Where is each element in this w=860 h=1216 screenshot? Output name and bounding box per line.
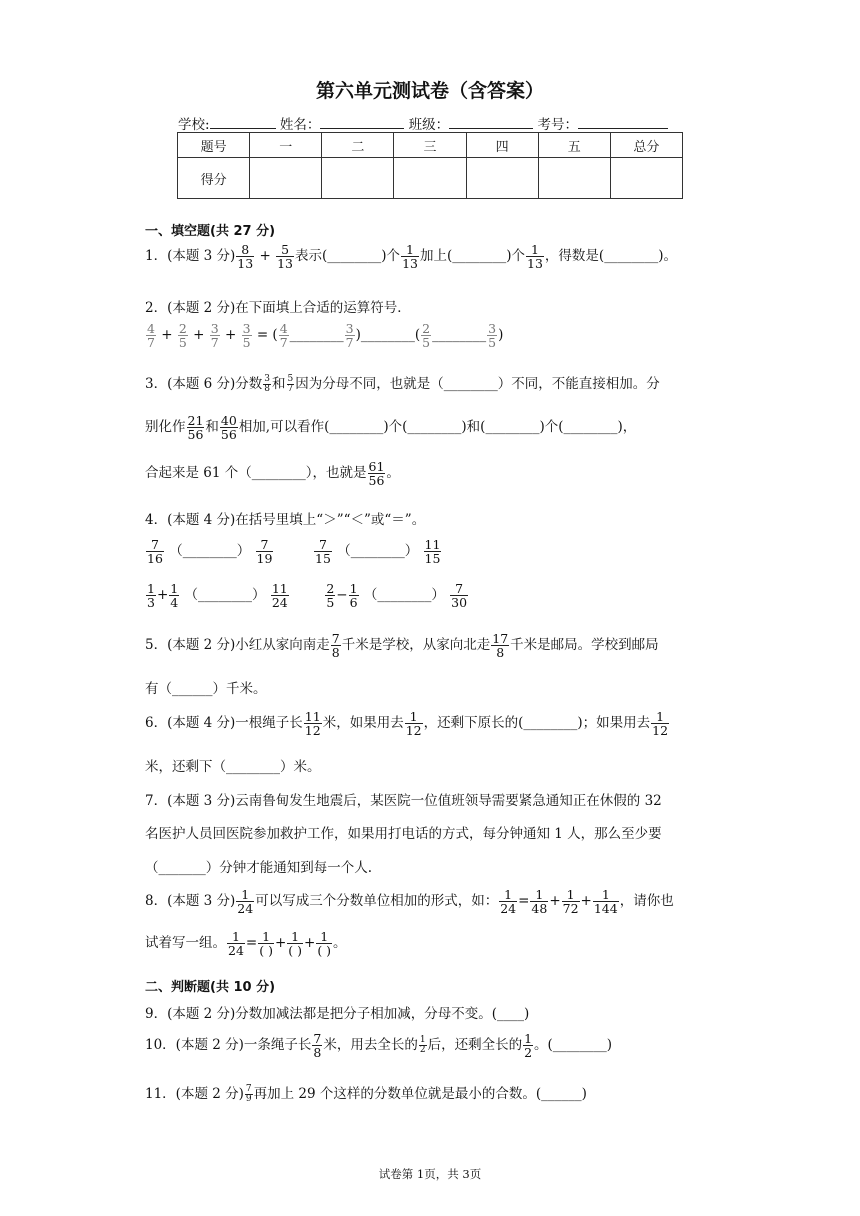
answer-blank[interactable]: （________） <box>337 543 419 560</box>
fraction <box>331 632 341 659</box>
plus-sign: + <box>224 327 237 344</box>
paren: ( <box>414 327 421 344</box>
equals-sign: = ( <box>256 327 278 344</box>
denominator: 6 <box>349 595 358 611</box>
fraction <box>146 538 164 565</box>
q11-text: 11．(本题 2 分) <box>145 1086 244 1102</box>
score-header-cell: 题号 <box>178 133 250 158</box>
name-label: 姓名： <box>279 117 321 133</box>
plus-sign: + <box>161 327 173 344</box>
score-header-cell: 一 <box>250 133 322 158</box>
question-3-line-2 <box>145 414 636 441</box>
denominator: 12 <box>405 723 422 739</box>
fraction <box>523 1032 533 1059</box>
score-cell[interactable] <box>466 158 538 199</box>
exam-no-field[interactable] <box>578 114 668 129</box>
section-fill-heading: 一、填空题(共 27 分) <box>145 224 276 239</box>
score-cell[interactable] <box>538 158 610 199</box>
denominator: 13 <box>237 256 254 272</box>
student-info-line <box>178 113 668 133</box>
name-field[interactable] <box>320 114 404 129</box>
q6-text: ，还剩下原长的(________)；如果用去 <box>423 715 651 732</box>
numerator: 21 <box>187 413 204 428</box>
question-11 <box>145 1082 587 1104</box>
score-cell[interactable] <box>322 158 394 199</box>
answer-blank[interactable]: （________） <box>363 587 445 604</box>
q8-text: 试着写一组。 <box>145 935 226 952</box>
q1-text: ，得数是(________)。 <box>544 248 677 265</box>
q1-prefix: 1．(本题 3 分) <box>145 248 236 265</box>
denominator: 7 <box>279 335 288 351</box>
denominator: 2 <box>524 1045 533 1061</box>
fraction <box>236 888 254 915</box>
answer-blank[interactable]: ________ <box>432 327 487 344</box>
denominator: 144 <box>593 901 618 917</box>
numerator: 8 <box>241 242 250 257</box>
q2-expression <box>145 322 503 349</box>
q8-text: ，请你也 <box>619 893 674 910</box>
plus-sign: + <box>304 935 316 952</box>
denominator: 8 <box>313 1045 322 1061</box>
denominator: 24 <box>237 901 254 917</box>
q3-text: 3．(本题 6 分)分数 <box>145 376 263 392</box>
plus-sign: + <box>193 327 205 344</box>
denominator: 5 <box>178 335 187 351</box>
plus-sign: + <box>274 935 287 952</box>
q10-text: 10．(本题 2 分)一条绳子长 <box>145 1037 312 1054</box>
answer-blank[interactable]: （________） <box>169 543 251 560</box>
denominator: 5 <box>488 335 497 351</box>
numerator: 17 <box>492 631 509 646</box>
numerator: 7 <box>245 1083 252 1094</box>
denominator: 3 <box>147 595 155 611</box>
numerator: 2 <box>326 581 335 596</box>
question-4: 4．(本题 4 分)在括号里填上“＞”“＜”或“＝”。 <box>145 512 426 528</box>
fraction <box>424 538 442 565</box>
fraction <box>526 243 544 270</box>
fraction <box>405 710 423 737</box>
numerator: 3 <box>242 321 251 336</box>
fraction <box>287 375 295 395</box>
numerator: 2 <box>178 321 187 336</box>
denominator: 8 <box>264 384 271 394</box>
exam-no-label: 考号： <box>537 117 578 133</box>
q8-text: 可以写成三个分数单位相加的形式，如： <box>255 893 499 910</box>
numerator: 2 <box>422 321 431 336</box>
denominator: 48 <box>531 901 548 917</box>
numerator: 3 <box>210 321 219 336</box>
numerator: 1 <box>409 709 418 724</box>
denominator: 56 <box>368 473 385 489</box>
score-cell[interactable] <box>250 158 322 199</box>
denominator: 56 <box>220 427 237 443</box>
numerator: 11 <box>424 537 441 552</box>
plus-sign: + <box>580 893 592 910</box>
numerator: 7 <box>455 581 464 596</box>
numerator: 1 <box>147 581 155 596</box>
question-8-line-2 <box>145 930 347 957</box>
q3-text: 因为分母不同，也就是（________）不同，不能直接相加。分 <box>295 376 660 392</box>
denominator: 19 <box>256 551 273 567</box>
fraction <box>368 460 386 487</box>
score-table <box>177 132 683 199</box>
numerator: 1 <box>231 929 240 944</box>
denominator: 4 <box>170 595 179 611</box>
q4-row-1 <box>145 538 442 565</box>
numerator: 1 <box>419 1034 426 1045</box>
question-7-line-1: 7．(本题 3 分)云南鲁甸发生地震后，某医院一位值班领导需要紧急通知正在休假的 32 <box>145 793 662 809</box>
q6-text: 6．(本题 4 分)一根绳子长 <box>145 715 303 732</box>
q3-text: 。 <box>386 465 400 482</box>
denominator: 5 <box>326 595 335 611</box>
numerator: 1 <box>291 929 300 944</box>
fraction <box>491 632 509 659</box>
denominator: 13 <box>277 256 294 272</box>
school-label: 学校: <box>178 117 210 133</box>
answer-blank[interactable]: ________ <box>360 327 415 344</box>
numerator: 1 <box>320 929 329 944</box>
score-header-cell: 三 <box>394 133 466 158</box>
q3-text: 和 <box>272 376 286 392</box>
fraction <box>279 322 289 349</box>
question-3-line-1 <box>145 372 660 394</box>
q8-text: 。 <box>333 935 347 952</box>
fraction <box>146 582 156 609</box>
page-title: 第六单元测试卷（含答案） <box>315 80 544 102</box>
numerator: 1 <box>241 887 250 902</box>
denominator: 8 <box>491 645 509 659</box>
fraction-blank[interactable] <box>316 930 332 957</box>
fraction <box>187 414 205 441</box>
answer-blank[interactable]: （________） <box>184 587 266 604</box>
question-2: 2．(本题 2 分)在下面填上合适的运算符号． <box>145 300 411 316</box>
numerator: 1 <box>349 581 358 596</box>
section-judge-heading: 二、判断题(共 10 分) <box>145 980 276 995</box>
score-table-header <box>178 133 683 158</box>
numerator: 1 <box>530 242 539 257</box>
question-7-line-2: 名医护人员回医院参加救护工作，如果用打电话的方式，每分钟通知 1 人，那么至少要 <box>145 826 662 842</box>
fraction <box>256 538 274 565</box>
denominator: 24 <box>500 901 517 917</box>
denominator: 7 <box>345 335 354 351</box>
fraction <box>245 1085 253 1105</box>
q10-text: 米，用去全长的 <box>323 1037 418 1054</box>
denominator: 13 <box>527 256 543 272</box>
numerator: 1 <box>535 887 544 902</box>
numerator: 5 <box>281 242 290 257</box>
denominator: ( ) <box>259 943 273 959</box>
fraction <box>345 322 355 349</box>
score-table-row <box>178 158 683 199</box>
fraction <box>210 322 220 349</box>
numerator: 1 <box>170 581 179 596</box>
numerator: 11 <box>304 709 321 724</box>
fraction-blank[interactable] <box>287 930 303 957</box>
q10-text: 。(________) <box>534 1037 613 1054</box>
fraction <box>304 710 322 737</box>
denominator: 56 <box>187 427 204 443</box>
numerator: 1 <box>262 929 271 944</box>
score-row-label: 得分 <box>178 158 250 199</box>
class-label: 班级： <box>408 117 450 133</box>
equals-sign: = <box>245 935 258 952</box>
fraction <box>146 322 156 349</box>
question-5-line-2: 有（______）千米。 <box>145 681 267 697</box>
fraction <box>227 930 245 957</box>
question-8-line-1 <box>145 888 674 915</box>
plus-sign: + <box>156 587 169 604</box>
q1-text: 表示(________)个 <box>295 248 401 265</box>
fraction <box>419 1036 427 1056</box>
fraction <box>220 414 238 441</box>
question-6-line-2: 米，还剩下（________）米。 <box>145 759 321 775</box>
numerator: 7 <box>331 631 340 646</box>
denominator: 12 <box>304 723 321 739</box>
fraction <box>314 538 332 565</box>
school-field[interactable] <box>210 114 276 129</box>
fraction <box>562 888 580 915</box>
denominator: 30 <box>451 595 468 611</box>
question-6-line-1 <box>145 710 670 737</box>
class-field[interactable] <box>449 114 533 129</box>
score-header-cell: 二 <box>322 133 394 158</box>
denominator: 7 <box>147 335 155 351</box>
fraction <box>325 582 335 609</box>
denominator: 16 <box>147 551 163 567</box>
numerator: 7 <box>150 537 159 552</box>
equals-sign: = <box>518 893 530 910</box>
fraction <box>242 322 252 349</box>
denominator: ( ) <box>317 943 332 959</box>
numerator: 7 <box>313 1031 322 1046</box>
q11-text: 再加上 29 个这样的分数单位就是最小的合数。(______) <box>253 1086 587 1102</box>
minus-sign: − <box>336 587 348 604</box>
q5-text: 5．(本题 2 分)小红从家向南走 <box>145 637 330 654</box>
q4-row-2 <box>145 582 469 609</box>
question-1: 1．(本题 3 分) $\frac{8}{13}$ + $\frac{5}{13}$ 表示(________)个 $\frac{1}{13}$ 加上(________)个 $\frac{1}{13}$ ，得数是(________)。 <box>145 242 677 272</box>
fraction <box>236 243 254 270</box>
q8-text: 8．(本题 3 分) <box>145 893 236 910</box>
fraction <box>271 582 289 609</box>
fraction <box>487 322 497 349</box>
denominator: 7 <box>287 384 294 394</box>
fraction <box>499 888 517 915</box>
fraction <box>178 322 188 349</box>
numerator: 3 <box>264 373 271 384</box>
fraction <box>450 582 468 609</box>
score-header-cell: 五 <box>538 133 610 158</box>
q3-text: 相加,可以看作(________)个(________)和(________)个(________)， <box>238 419 637 436</box>
denominator: 13 <box>402 256 418 272</box>
denominator: 15 <box>424 551 441 567</box>
fraction <box>530 888 548 915</box>
denominator: 7 <box>210 335 219 351</box>
numerator: 3 <box>345 321 354 336</box>
denominator: 8 <box>331 645 340 661</box>
question-9: 9．(本题 2 分)分数加减法都是把分子相加减，分母不变。(____) <box>145 1006 530 1022</box>
numerator: 1 <box>504 887 513 902</box>
denominator: 2 <box>419 1045 426 1056</box>
q3-text: 合起来是 61 个（________），也就是 <box>145 465 367 482</box>
fraction <box>263 375 271 395</box>
denominator: 5 <box>242 335 251 351</box>
q6-text: 米，如果用去 <box>322 715 404 732</box>
fraction <box>169 582 179 609</box>
fraction <box>276 243 294 270</box>
q5-text: 千米是邮局。学校到邮局 <box>510 637 659 654</box>
denominator: 12 <box>652 723 669 739</box>
numerator: 5 <box>287 373 294 384</box>
answer-blank[interactable]: ________ <box>289 327 344 344</box>
denominator: 9 <box>245 1094 252 1104</box>
numerator: 1 <box>566 887 575 902</box>
paren: ) <box>355 327 361 344</box>
score-header-cell: 总分 <box>610 133 682 158</box>
fraction-blank[interactable] <box>258 930 274 957</box>
page-footer: 试卷第 1页，共 3页 <box>378 1167 482 1181</box>
plus-sign: + <box>549 893 561 910</box>
question-10 <box>145 1032 612 1059</box>
fraction <box>421 322 431 349</box>
denominator: 72 <box>562 901 579 917</box>
denominator: ( ) <box>288 943 302 959</box>
q5-text: 千米是学校，从家向北走 <box>341 637 491 654</box>
score-header-cell: 四 <box>466 133 538 158</box>
denominator: 24 <box>228 943 244 959</box>
q1-text: 加上(________)个 <box>419 248 526 265</box>
numerator: 7 <box>260 537 269 552</box>
numerator: 1 <box>656 709 665 724</box>
q3-text: 别化作 <box>145 419 186 436</box>
denominator: 15 <box>315 551 331 567</box>
numerator: 7 <box>318 537 327 552</box>
question-7-line-3: （_______）分钟才能通知到每一个人. <box>145 860 373 876</box>
paren: ) <box>498 327 504 344</box>
score-cell[interactable] <box>394 158 466 199</box>
q3-text: 和 <box>205 419 219 436</box>
numerator: 1 <box>601 887 610 902</box>
question-5-line-1 <box>145 632 659 659</box>
fraction <box>651 710 669 737</box>
fraction <box>593 888 619 915</box>
score-cell[interactable] <box>610 158 682 199</box>
numerator: 61 <box>368 459 385 474</box>
numerator: 4 <box>279 321 288 336</box>
q10-text: 后，还剩全长的 <box>427 1037 523 1054</box>
numerator: 1 <box>406 242 414 257</box>
numerator: 4 <box>147 321 155 336</box>
numerator: 11 <box>271 581 288 596</box>
fraction <box>349 582 359 609</box>
fraction <box>312 1032 322 1059</box>
denominator: 24 <box>271 595 288 611</box>
numerator: 40 <box>220 413 237 428</box>
denominator: 5 <box>422 335 431 351</box>
numerator: 3 <box>488 321 497 336</box>
numerator: 1 <box>524 1031 533 1046</box>
fraction <box>401 243 419 270</box>
question-3-line-3 <box>145 460 400 487</box>
